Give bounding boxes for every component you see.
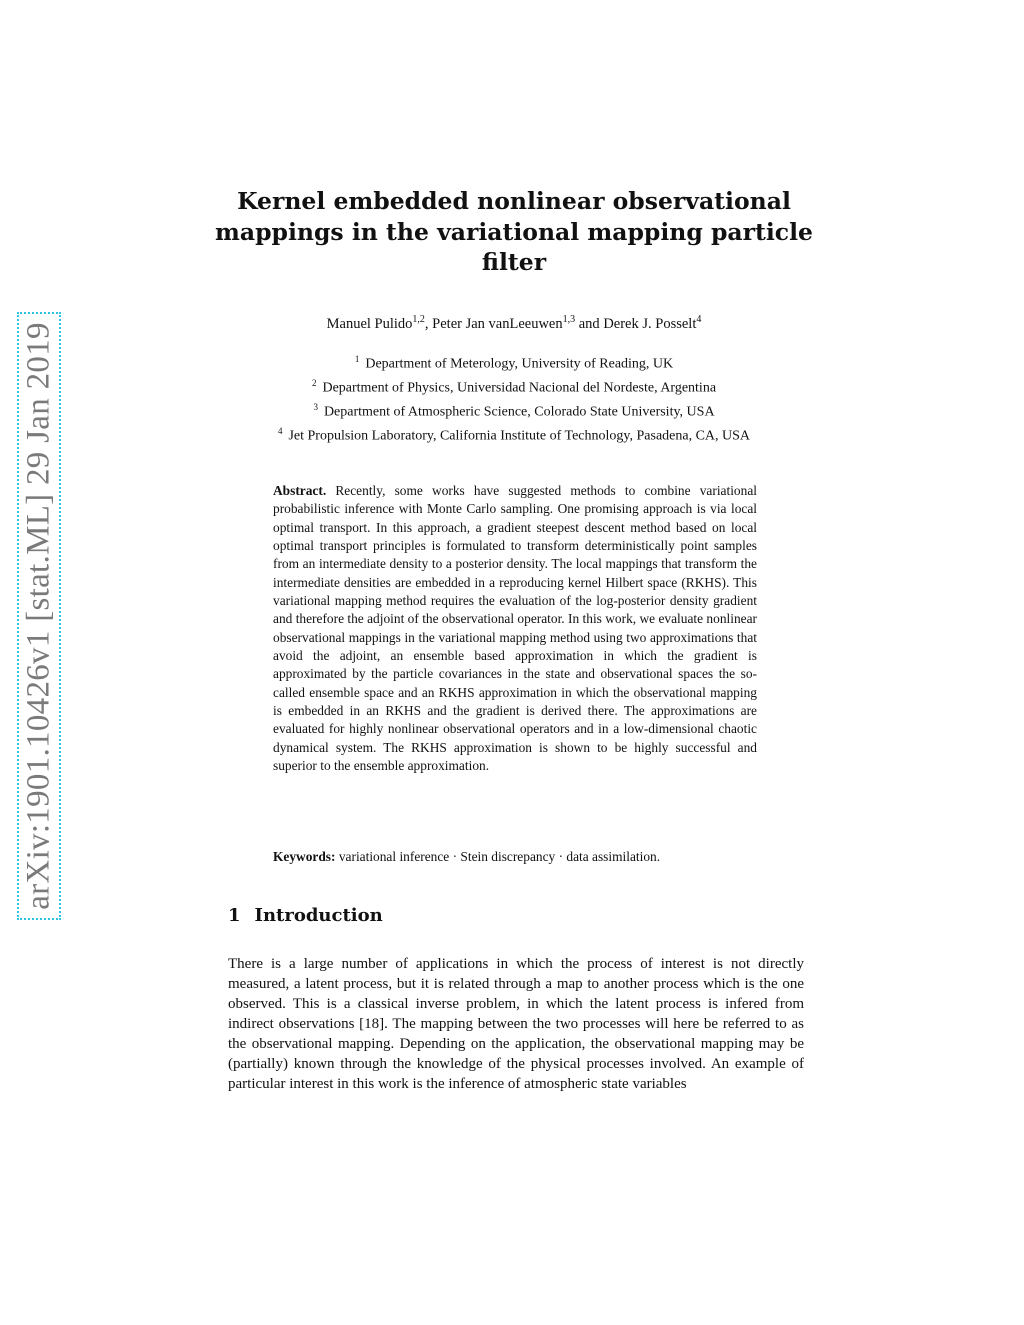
- arxiv-identifier-stamp: [17, 312, 61, 920]
- body-paragraph: There is a large number of applications in which the process of interest is not directly measured, a latent process, but it is related through a map to another process which is the one observed. This is a classical inverse problem, in which the latent process is infered from indirect observations [18]. The mapping between the two processes will here be referred to as the observational mapping. Depending on the application, the observational mapping may be (partially) known through the knowledge of the physical processes involved. An example of particular interest in this work is the inference of atmospheric state variables: [228, 956, 804, 1092]
- affiliation-list: [160, 350, 868, 447]
- keywords: [273, 849, 793, 865]
- affiliation: $^2$ Department of Physics, Universidad Nacional del Nordeste, Argentina: [311, 378, 717, 396]
- affiliation: $^4$ Jet Propulsion Laboratory, California Institute of Technology, Pasadena, CA, USA: [277, 426, 751, 445]
- arxiv-id-text: arXiv:1901.10426v1 [stat.ML] 29 Jan 2019: [20, 322, 57, 910]
- author-separator: ,: [424, 315, 433, 332]
- section-title: Introduction: [254, 905, 383, 926]
- abstract-label: Abstract.: [273, 483, 327, 498]
- affiliation: $^3$ Department of Atmospheric Science, Colorado State University, USA: [313, 402, 715, 420]
- author-affiliation-mark: 1,2: [412, 314, 425, 325]
- title-line: Kernel embedded nonlinear observational: [237, 187, 791, 215]
- author-affiliation-mark: 4: [696, 314, 702, 325]
- section-heading: [228, 905, 383, 926]
- author-affiliation-mark: 1,3: [562, 314, 576, 325]
- paper-title: [200, 186, 828, 278]
- author-separator: and: [575, 315, 604, 332]
- author-name: Derek J. Posselt: [603, 315, 697, 332]
- title-line: mappings in the variational mapping particle: [215, 217, 813, 246]
- author-list: [160, 314, 868, 333]
- title-line: filter: [481, 248, 547, 276]
- section-number: 1: [228, 905, 241, 926]
- affiliation: $^1$ Department of Meterology, University of Reading, UK: [354, 354, 674, 372]
- abstract-text: Recently, some works have suggested methods to combine variational probabilistic inference with Monte Carlo sampling. One promising approach is via local optimal transport. In this approach, a gradient steepest descent method based on local optimal transport principles is formulated to transform deterministically point samples from an intermediate density to a posterior density. The local mappings that transform the intermediate densities are embedded in a reproducing kernel Hilbert space (RKHS). This variational mapping method requires the evaluation of the log-posterior density gradient and therefore the adjoint of the observational operator. In this work, we evaluate nonlinear observational mappings in the variational mapping method using two approximations that avoid the adjoint, an ensemble based approximation in which the gradient is approximated by the particle covariances in the state and observational spaces the so-called ensemble space and an RKHS approximation in which the observational mapping is embedded in an RKHS and the gradient is derived there. The approximations are evaluated for highly nonlinear observational operators and in a low-dimensional chaotic dynamical system. The RKHS approximation is shown to be highly successful and superior to the ensemble approximation.: [273, 483, 757, 774]
- keywords-text: variational inference · Stein discrepancy · data assimilation.: [338, 849, 661, 864]
- abstract: [273, 482, 757, 776]
- author-name: Peter Jan vanLeeuwen: [432, 315, 563, 332]
- author-name: Manuel Pulido: [326, 315, 413, 332]
- keywords-label: Keywords:: [273, 849, 336, 864]
